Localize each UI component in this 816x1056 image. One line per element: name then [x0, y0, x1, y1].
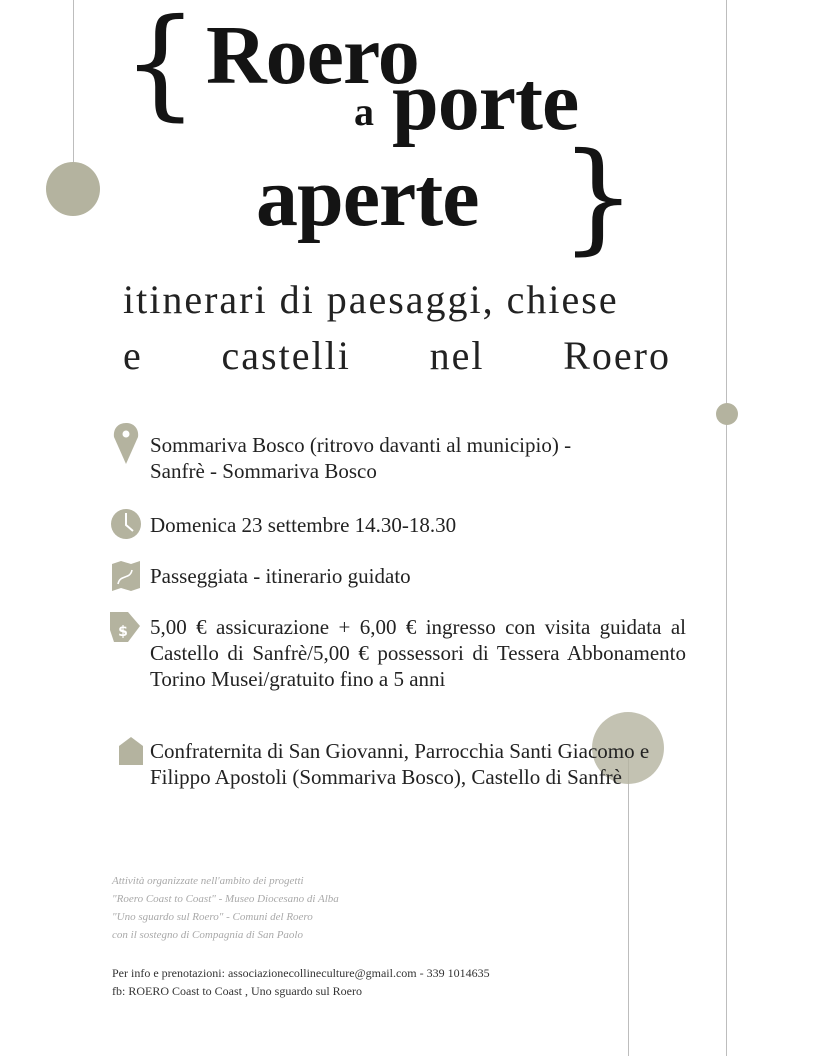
- location-text: [150, 432, 686, 484]
- title-word-roero: Roero: [206, 9, 419, 102]
- detail-datetime: [108, 508, 688, 542]
- decor-dot-right-small: [716, 403, 738, 425]
- credits-line-2: "Roero Coast to Coast" - Museo Diocesano di Alba: [112, 893, 339, 905]
- subtitle-line-1: itinerari di paesaggi, chiese: [123, 277, 619, 322]
- detail-location: [108, 420, 688, 483]
- subtitle-word: Roero: [563, 333, 671, 378]
- detail-price: [108, 610, 688, 720]
- price-text: 5,00 € assicurazione + 6,00 € ingresso con visita guidata al Castello di Sanfrè/5,00 € possessori di Tessera Abbonamento Torino Musei/gratuito fino a 5 anni: [150, 615, 686, 691]
- decor-dot-left: [46, 162, 100, 216]
- title-brace-open: {: [122, 0, 199, 133]
- subtitle-word: e: [123, 333, 143, 378]
- location-line-2: Sanfrè - Sommariva Bosco: [150, 459, 377, 483]
- contact-line-1: Per info e prenotazioni: associazionecollineculture@gmail.com - 339 1014635: [112, 966, 490, 980]
- detail-activity: [108, 560, 688, 594]
- contact-info: [112, 964, 712, 1000]
- subtitle-word: nel: [429, 333, 485, 378]
- contact-line-2: fb: ROERO Coast to Coast , Uno sguardo sul Roero: [112, 984, 362, 998]
- project-credits: [112, 872, 472, 944]
- price-tag-icon: [108, 610, 142, 644]
- subtitle-line-2: [123, 333, 671, 378]
- credits-line-4: con il sostegno di Compagnia di San Paolo: [112, 929, 303, 941]
- credits-line-1: Attività organizzate nell'ambito dei progetti: [112, 875, 304, 887]
- location-line-1: Sommariva Bosco (ritrovo davanti al municipio) -: [150, 433, 572, 457]
- clock-icon: [110, 508, 142, 540]
- map-pin-icon: [110, 422, 142, 466]
- map-route-icon: [110, 560, 142, 592]
- subtitle-word: castelli: [221, 333, 351, 378]
- title-word-aperte: aperte: [256, 151, 479, 244]
- svg-text:$: $: [118, 624, 128, 640]
- activity-text: Passeggiata - itinerario guidato: [150, 564, 411, 588]
- decor-line-right: [726, 0, 727, 1056]
- credits-line-3: "Uno sguardo sul Roero" - Comuni del Roero: [112, 911, 313, 923]
- detail-venues: [108, 736, 688, 820]
- title-word-porte: porte: [392, 55, 579, 148]
- venues-text: Confraternita di San Giovanni, Parrocchia Santi Giacomo e Filippo Apostoli (Sommariva Bosco), Castello di Sanfrè: [150, 739, 650, 789]
- title-word-a: a: [354, 89, 374, 134]
- title-brace-close: }: [560, 128, 637, 267]
- datetime-text: Domenica 23 settembre 14.30-18.30: [150, 513, 457, 537]
- house-icon: [118, 736, 144, 766]
